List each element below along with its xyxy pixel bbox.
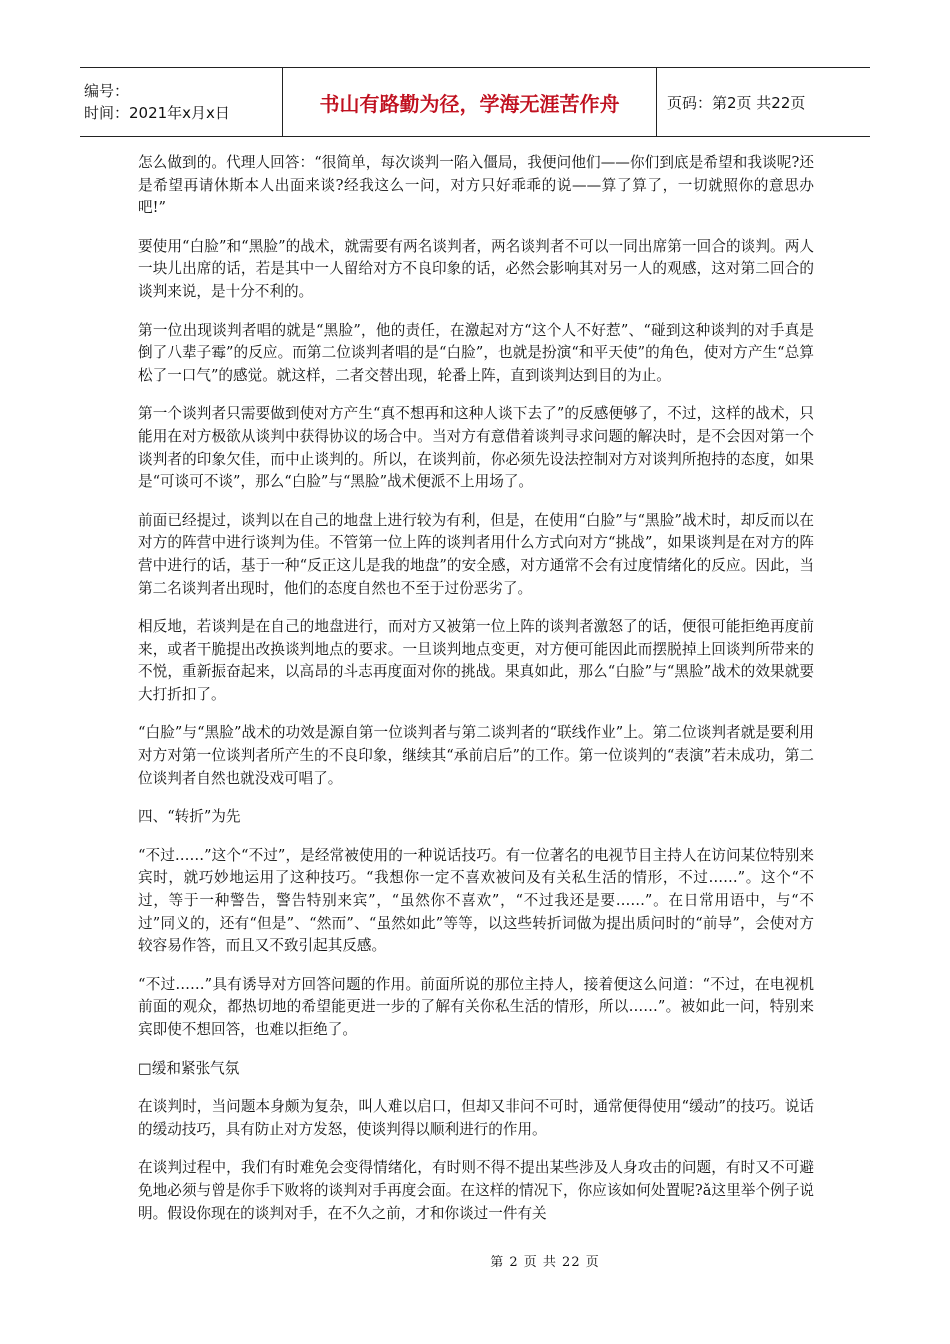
- paragraph: 第一个谈判者只需要做到使对方产生“真不想再和这种人谈下去了”的反感便够了，不过，这样的战术，只能用在对方极欲从谈判中获得协议的场合中。当对方有意借着谈判寻求问题的解决时，是不会因对第一个谈判者的印象欠佳，而中止谈判的。所以，在谈判前，你必须先设法控制对方对谈判所抱持的态度，如果是“可谈可不谈”，那么“白脸”与“黑脸”战术便派不上用场了。: [138, 405, 814, 491]
- page-number-label: 页码：第2页 共22页: [667, 93, 806, 112]
- paragraph: 第一位出现谈判者唱的就是“黑脸”，他的责任，在激起对方“这个人不好惹”、“碰到这种谈判的对手真是倒了八辈子霉”的反应。而第二位谈判者唱的是“白脸”，也就是扮演“和平天使”的角色，使对方产生“总算松了一口气”的感觉。就这样，二者交替出现，轮番上阵，直到谈判达到目的为止。: [138, 321, 814, 384]
- paragraph: “不过……”这个“不过”，是经常被使用的一种说话技巧。有一位著名的电视节目主持人在访问某位特别来宾时，就巧妙地运用了这种技巧。“我想你一定不喜欢被问及有关私生活的情形，不过……”。这个“不过，等于一种警告，警告特别来宾”，“虽然你不喜欢”，“不过我还是要……”。在日常用语中，与“不过”同义的，还有“但是”、“然而”、“虽然如此”等等，以这些转折词做为提出质问时的“前导”，会使对方较容易作答，而且又不致引起其反感。: [138, 846, 814, 955]
- header-motto: [283, 68, 657, 136]
- paragraph: 在谈判过程中，我们有时难免会变得情绪化，有时则不得不提出某些涉及人身攻击的问题，有时又不可避免地必须与曾是你手下败将的谈判对手再度会面。在这样的情况下，你应该如何处置呢?ǎ这里举个例子说明。假设你现在的谈判对手，在不久之前，才和你谈过一件有关: [138, 1159, 814, 1222]
- paragraph: 要使用“白脸”和“黑脸”的战术，就需要有两名谈判者，两名谈判者不可以一同出席第一回合的谈判。两人一块儿出席的话，若是其中一人留给对方不良印象的话，必然会影响其对另一人的观感，这对第二回合的谈判来说，是十分不利的。: [138, 237, 814, 300]
- paragraph: 怎么做到的。代理人回答：“很简单，每次谈判一陷入僵局，我便问他们——你们到底是希望和我谈呢?还是希望再请休斯本人出面来谈?经我这么一问，对方只好乖乖的说——算了算了，一切就照你的意思办吧!”: [138, 154, 814, 217]
- section-heading: 四、“转折”为先: [138, 808, 241, 826]
- page-footer: 第 2 页 共 22 页: [490, 1255, 600, 1270]
- document-number-label: 编号：: [84, 82, 130, 100]
- paragraph: 在谈判时，当问题本身颇为复杂，叫人难以启口，但却又非问不可时，通常便得使用“缓动”的技巧。说话的缓动技巧，具有防止对方发怒，使谈判得以顺利进行的作用。: [138, 1098, 814, 1138]
- paragraph: 相反地，若谈判是在自己的地盘进行，而对方又被第一位上阵的谈判者激怒了的话，便很可能拒绝再度前来，或者干脆提出改换谈判地点的要求。一旦谈判地点变更，对方便可能因此而摆脱掉上回谈判所带来的不悦，重新振奋起来，以高昂的斗志再度面对你的挑战。果真如此，那么“白脸”与“黑脸”战术的效果就要大打折扣了。: [138, 618, 814, 703]
- subsection-heading: □缓和紧张气氛: [138, 1059, 240, 1077]
- motto-text: 书山有路勤为径，学海无涯苦作舟: [319, 91, 620, 116]
- header-page-info: [657, 68, 870, 136]
- header-meta: [80, 68, 283, 136]
- document-body: [138, 152, 814, 1241]
- page-header: [80, 67, 870, 137]
- paragraph: 前面已经提过，谈判以在自己的地盘上进行较为有利，但是，在使用“白脸”与“黑脸”战术时，却反而以在对方的阵营中进行谈判为佳。不管第一位上阵的谈判者用什么方式向对方“挑战”，如果谈判是在对方的阵营中进行的话，基于一种“反正这儿是我的地盘”的安全感，对方通常不会有过度情绪化的反应。因此，当第二名谈判者出现时，他们的态度自然也不至于过份恶劣了。: [138, 511, 814, 597]
- paragraph: “不过……”具有诱导对方回答问题的作用。前面所说的那位主持人，接着便这么问道：“不过，在电视机前面的观众，都热切地的希望能更进一步的了解有关你私生活的情形，所以……”。被如此一问，特别来宾即使不想回答，也难以拒绝了。: [138, 975, 814, 1038]
- document-date-label: 时间：2021年x月x日: [84, 104, 230, 122]
- paragraph: “白脸”与“黑脸”战术的功效是源自第一位谈判者与第二谈判者的“联线作业”上。第二位谈判者就是要利用 对方对第一位谈判者所产生的不良印象，继续其“承前启后”的工作。第一位谈判的“表演”若未成功，第二位谈判者自然也就没戏可唱了。: [138, 724, 814, 787]
